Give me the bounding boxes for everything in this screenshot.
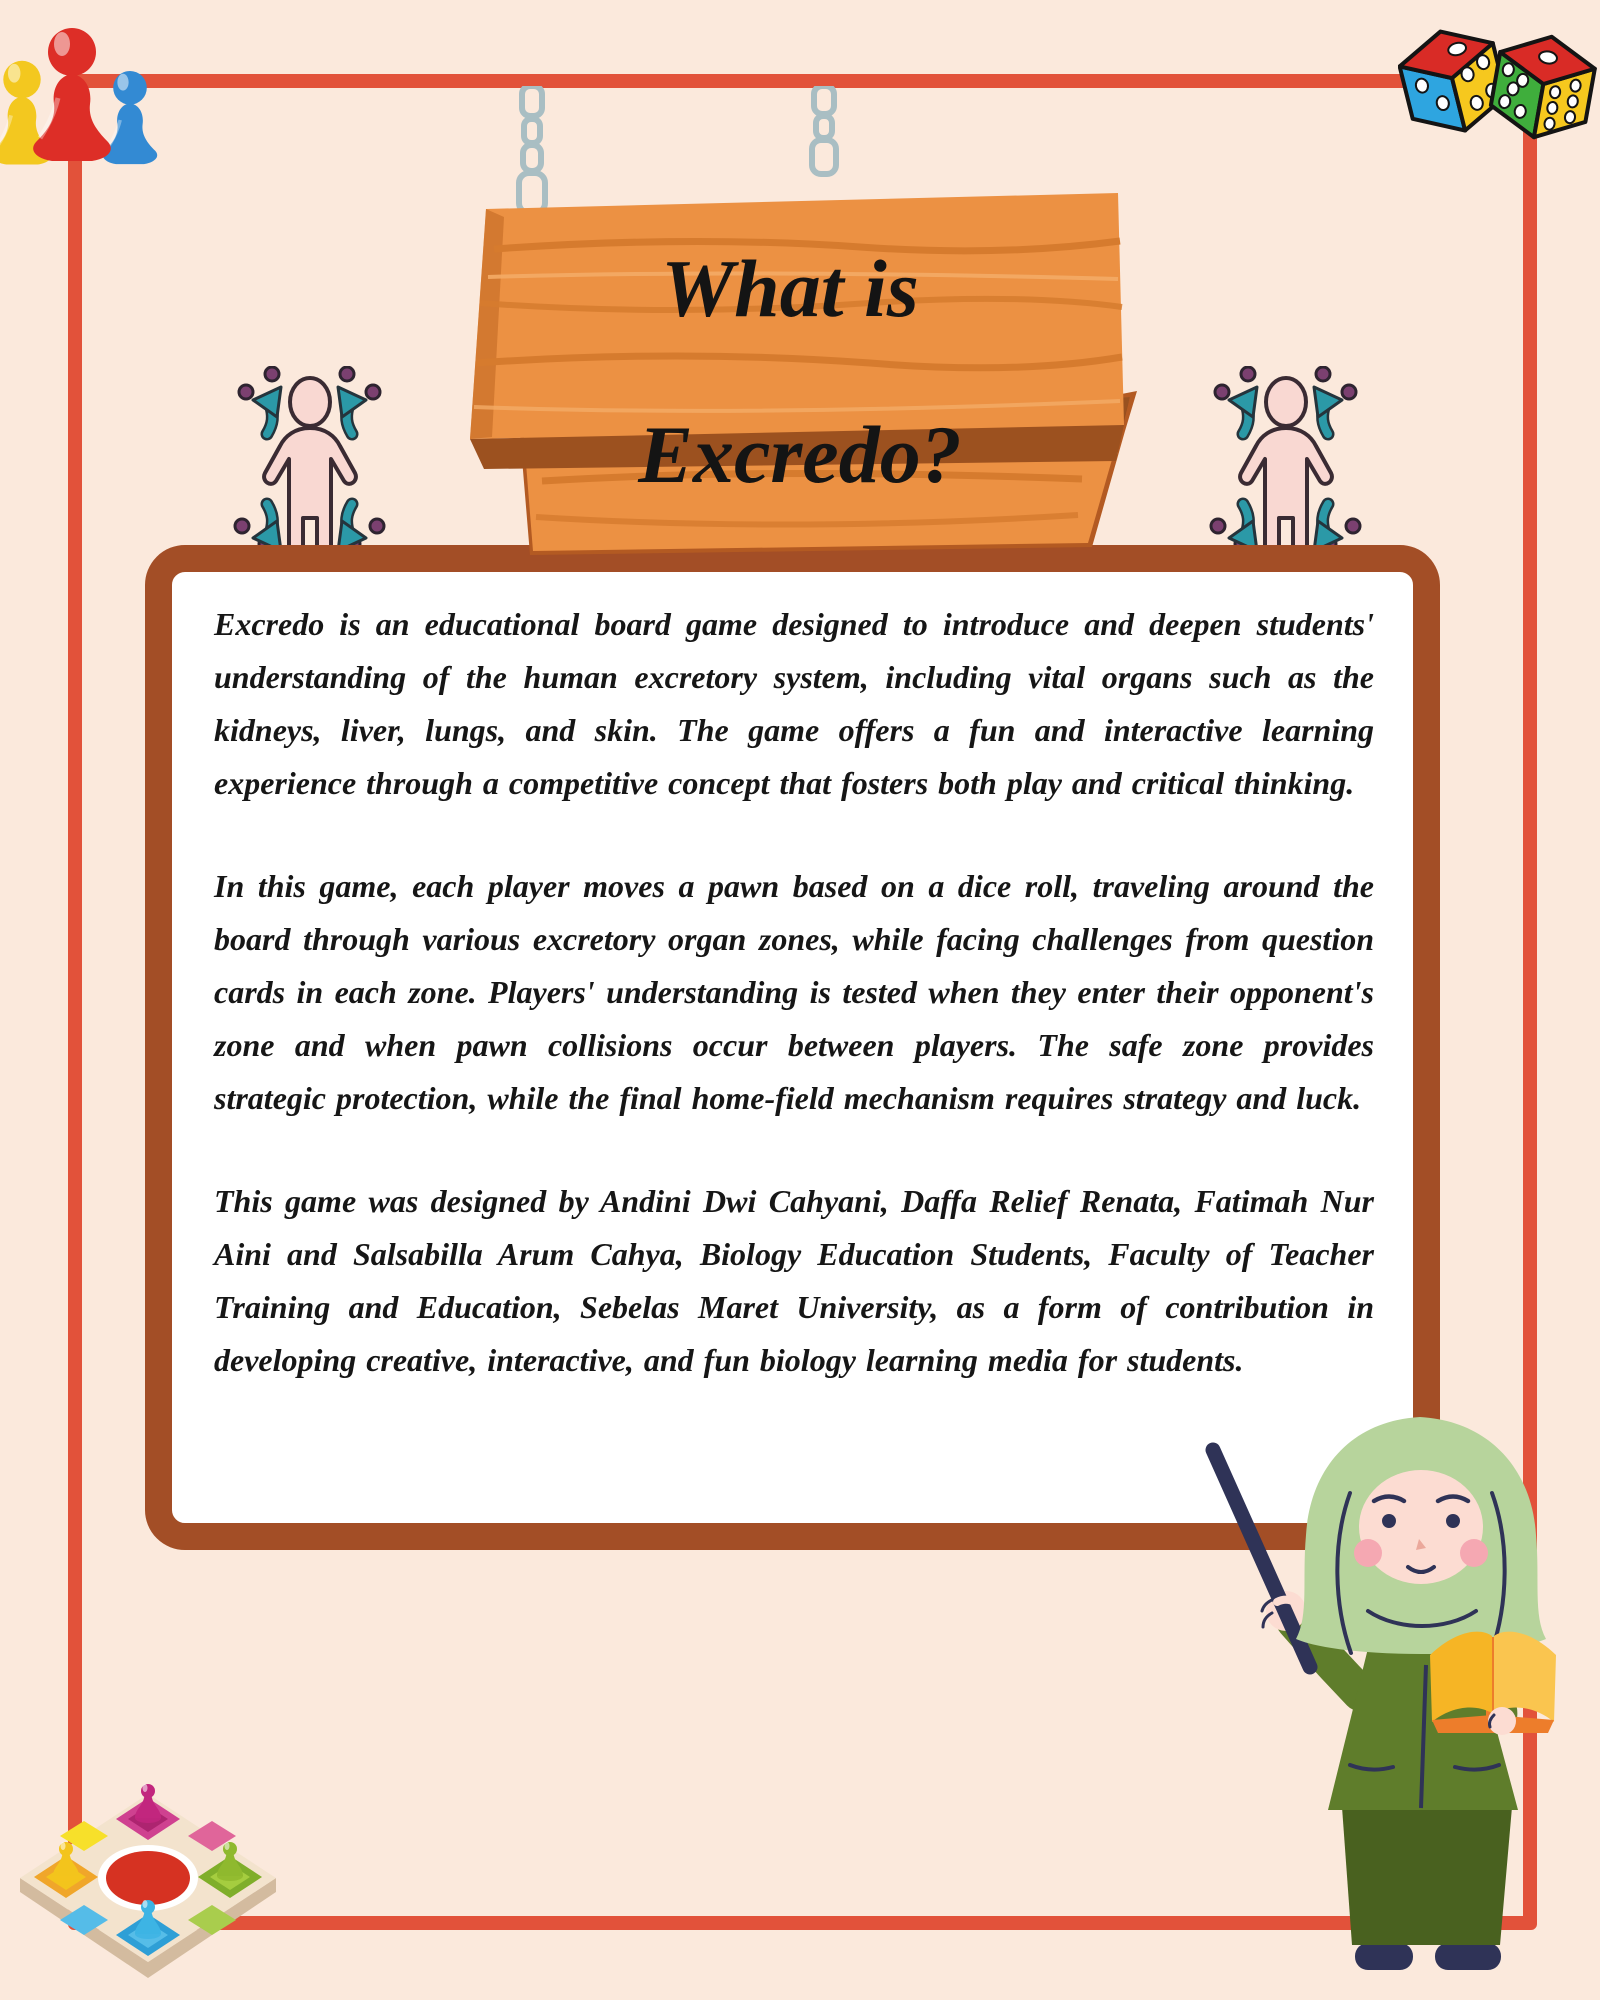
sign-title-line2: Excredo? bbox=[638, 409, 962, 500]
red-pawn bbox=[33, 28, 111, 161]
teacher-character-illustration bbox=[1050, 1415, 1600, 2000]
excretion-human-icon bbox=[1198, 366, 1373, 571]
description-text bbox=[214, 598, 1374, 1387]
board-game-icon bbox=[8, 1748, 308, 2000]
paragraph-intro: Excredo is an educational board game designed to introduce and deepen students' understanding of the human excretory system, including vital organs such as the kidneys, liver, lungs, and skin. The game offers a fun and interactive learning experience through a competitive concept that fosters both play and critical thinking. bbox=[214, 606, 1374, 801]
shoes bbox=[1355, 1943, 1501, 1970]
pointer-stick bbox=[1213, 1450, 1310, 1667]
description-panel bbox=[145, 545, 1440, 1550]
paragraph-gameplay: In this game, each player moves a pawn based on a dice roll, traveling around the board through various excretory organ zones, while facing challenges from question cards in each zone. Players' understanding is tested when they enter their opponent's zone and when pawn collisions occur between players. The safe zone provides strategic protection, while the final home-field mechanism requires strategy and luck. bbox=[214, 868, 1374, 1116]
chain-right bbox=[812, 86, 836, 174]
die-right bbox=[1487, 28, 1598, 145]
sign-title-line1: What is bbox=[661, 243, 919, 334]
dice-icon bbox=[1398, 16, 1598, 156]
excretion-human-icon bbox=[222, 366, 397, 571]
blue-pawn bbox=[103, 71, 157, 164]
center-circle bbox=[106, 1851, 190, 1905]
game-pawns-icon bbox=[0, 26, 165, 166]
skirt bbox=[1342, 1807, 1512, 1945]
paragraph-credits: This game was designed by Andini Dwi Cahyani, Daffa Relief Renata, Fatimah Nur Aini and Salsabilla Arum Cahya, Biology Education Students, Faculty of Teacher Training and Education, Sebelas Maret University, as a form of contribution in developing creative, interactive, and fun biology learning media for students. bbox=[214, 1183, 1374, 1378]
book-hand bbox=[1488, 1707, 1516, 1735]
open-book bbox=[1430, 1632, 1556, 1735]
